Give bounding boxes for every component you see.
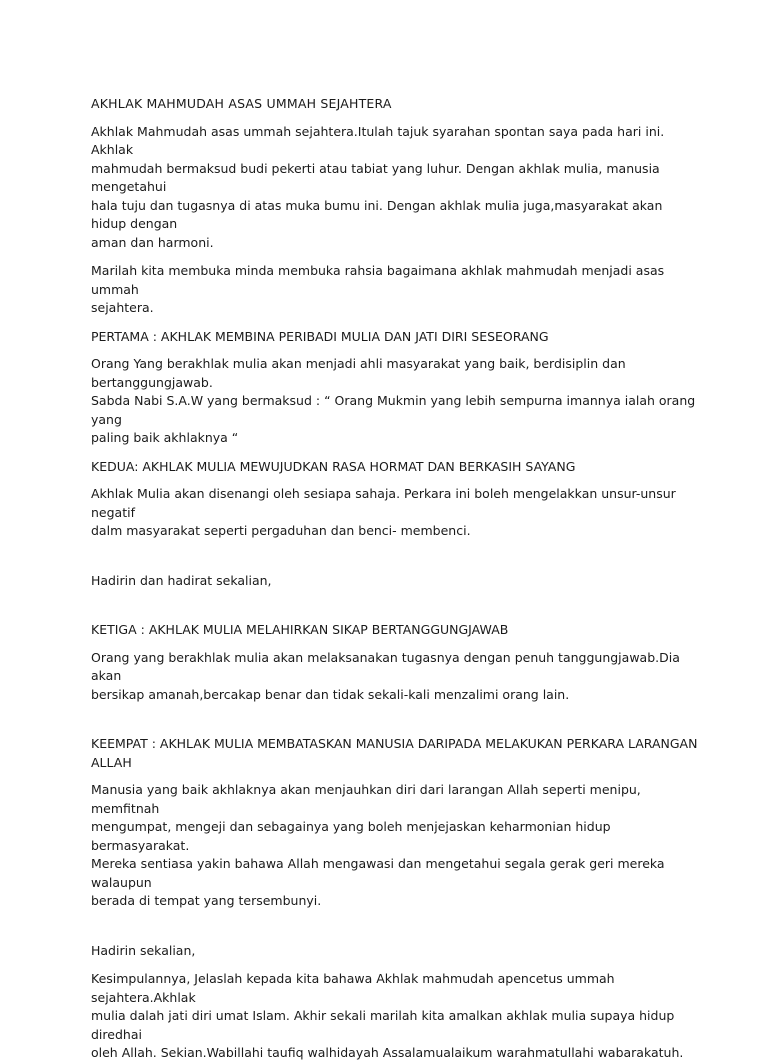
- section-heading-2: KEDUA: AKHLAK MULIA MEWUJUDKAN RASA HORMAT DAN BERKASIH SAYANG: [91, 458, 576, 474]
- section-paragraph-2: Akhlak Mulia akan disenangi oleh sesiapa sahaja. Perkara ini boleh mengelakkan unsur-unsur negatif dalm masyarakat seperti pergaduhan dan benci- membenci.: [91, 486, 676, 538]
- address-line-1: Hadirin dan hadirat sekalian,: [91, 572, 272, 588]
- section-heading-4: KEEMPAT : AKHLAK MULIA MEMBATASKAN MANUSIA DARIPADA MELAKUKAN PERKARA LARANGAN ALLAH: [91, 736, 698, 770]
- address-line-2: Hadirin sekalian,: [91, 942, 196, 958]
- section-heading-1: PERTAMA : AKHLAK MEMBINA PERIBADI MULIA DAN JATI DIRI SESEORANG: [91, 328, 549, 344]
- document-title: AKHLAK MAHMUDAH ASAS UMMAH SEJAHTERA: [91, 96, 392, 111]
- intro-paragraph-1: Akhlak Mahmudah asas ummah sejahtera.Itulah tajuk syarahan spontan saya pada hari ini. Akhlak mahmudah bermaksud budi pekerti atau tabiat yang luhur. Dengan akhlak mulia, manusia mengetahui hala tuju dan tugasnya di atas muka bumu ini. Dengan akhlak mulia juga,masyarakat akan hidup dengan aman dan harmoni.: [91, 123, 665, 250]
- conclusion-paragraph: Kesimpulannya, Jelaslah kepada kita bahawa Akhlak mahmudah apencetus ummah sejahtera.Akhlak mulia dalah jati diri umat Islam. Akhir sekali marilah kita amalkan akhlak mulia supaya hidup diredhai oleh Allah. Sekian.Wabillahi taufiq walhidayah Assalamualaikum warahmatullahi wabarakatuh.: [91, 971, 684, 1060]
- section-paragraph-3: Orang yang berakhlak mulia akan melaksanakan tugasnya dengan penuh tanggungjawab.Dia akan bersikap amanah,bercakap benar dan tidak sekali-kali menzalimi orang lain.: [91, 649, 680, 702]
- section-heading-3: KETIGA : AKHLAK MULIA MELAHIRKAN SIKAP BERTANGGUNGJAWAB: [91, 622, 509, 637]
- section-paragraph-1: Orang Yang berakhlak mulia akan menjadi ahli masyarakat yang baik, berdisiplin dan bertanggungjawab. Sabda Nabi S.A.W yang bermaksud : “ Orang Mukmin yang lebih sempurna imannya ialah orang yang paling baik akhlaknya “: [91, 356, 696, 445]
- intro-paragraph-2: Marilah kita membuka minda membuka rahsia bagaimana akhlak mahmudah menjadi asas ummah sejahtera.: [91, 263, 665, 315]
- section-paragraph-4: Manusia yang baik akhlaknya akan menjauhkan diri dari larangan Allah seperti menipu, memfitnah mengumpat, mengeji dan sebagainya yang boleh menjejaskan keharmonian hidup bermasyarakat. Mereka sentiasa yakin bahawa Allah mengawasi dan mengetahui segala gerak geri mereka walaupun berada di tempat yang tersembunyi.: [91, 782, 665, 908]
